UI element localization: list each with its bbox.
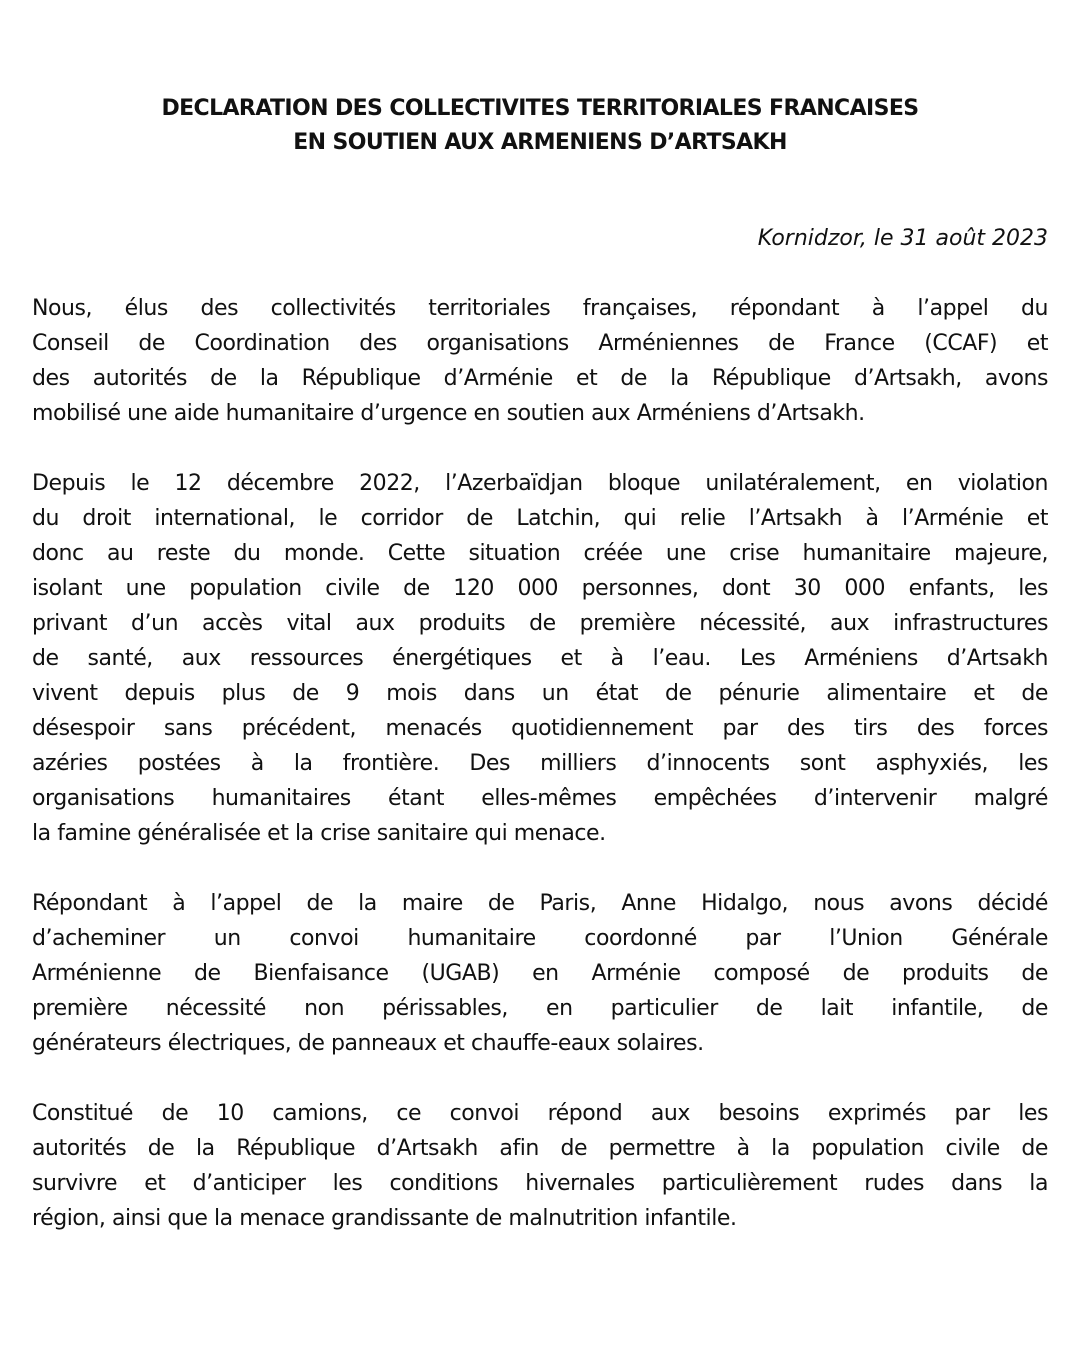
text-line: de santé, aux ressources énergétiques et à l’eau. Les Arméniens d’Artsakh — [32, 646, 1048, 671]
text-line: désespoir sans précédent, menacés quotidiennement par des tirs des forces — [32, 716, 1048, 741]
paragraph-1 — [32, 291, 1048, 431]
text-line: vivent depuis plus de 9 mois dans un état de pénurie alimentaire et de — [32, 681, 1048, 706]
text-line: des autorités de la République d’Arménie et de la République d’Artsakh, avons — [32, 366, 1048, 391]
text-line: mobilisé une aide humanitaire d’urgence en soutien aux Arméniens d’Artsakh. — [32, 401, 865, 426]
title-line-1: DECLARATION DES COLLECTIVITES TERRITORIALES FRANCAISES — [161, 96, 919, 121]
text-line: d’acheminer un convoi humanitaire coordonné par l’Union Générale — [32, 926, 1048, 951]
document-title — [0, 92, 1080, 160]
text-line: privant d’un accès vital aux produits de première nécessité, aux infrastructures — [32, 611, 1048, 636]
document-body — [32, 291, 1048, 1271]
text-line: azéries postées à la frontière. Des milliers d’innocents sont asphyxiés, les — [32, 751, 1048, 776]
text-line: Nous, élus des collectivités territoriales françaises, répondant à l’appel du — [32, 296, 1048, 321]
text-line: région, ainsi que la menace grandissante de malnutrition infantile. — [32, 1206, 737, 1231]
dateline: Kornidzor, le 31 août 2023 — [757, 226, 1048, 251]
text-line: Arménienne de Bienfaisance (UGAB) en Arménie composé de produits de — [32, 961, 1048, 986]
paragraph-3 — [32, 886, 1048, 1061]
text-line: première nécessité non périssables, en particulier de lait infantile, de — [32, 996, 1048, 1021]
text-line: générateurs électriques, de panneaux et chauffe-eaux solaires. — [32, 1031, 704, 1056]
text-line: survivre et d’anticiper les conditions hivernales particulièrement rudes dans la — [32, 1171, 1048, 1196]
text-line: organisations humanitaires étant elles-mêmes empêchées d’intervenir malgré — [32, 786, 1048, 811]
text-line: la famine généralisée et la crise sanitaire qui menace. — [32, 821, 606, 846]
text-line: isolant une population civile de 120 000 personnes, dont 30 000 enfants, les — [32, 576, 1048, 601]
text-line: du droit international, le corridor de Latchin, qui relie l’Artsakh à l’Arménie et — [32, 506, 1048, 531]
paragraph-2 — [32, 466, 1048, 851]
title-line-2: EN SOUTIEN AUX ARMENIENS D’ARTSAKH — [293, 130, 787, 155]
paragraph-4 — [32, 1096, 1048, 1236]
text-line: Répondant à l’appel de la maire de Paris, Anne Hidalgo, nous avons décidé — [32, 891, 1048, 916]
text-line: autorités de la République d’Artsakh afin de permettre à la population civile de — [32, 1136, 1048, 1161]
text-line: Conseil de Coordination des organisations Arméniennes de France (CCAF) et — [32, 331, 1048, 356]
text-line: Depuis le 12 décembre 2022, l’Azerbaïdjan bloque unilatéralement, en violation — [32, 471, 1048, 496]
text-line: donc au reste du monde. Cette situation créée une crise humanitaire majeure, — [32, 541, 1048, 566]
text-line: Constitué de 10 camions, ce convoi répond aux besoins exprimés par les — [32, 1101, 1048, 1126]
